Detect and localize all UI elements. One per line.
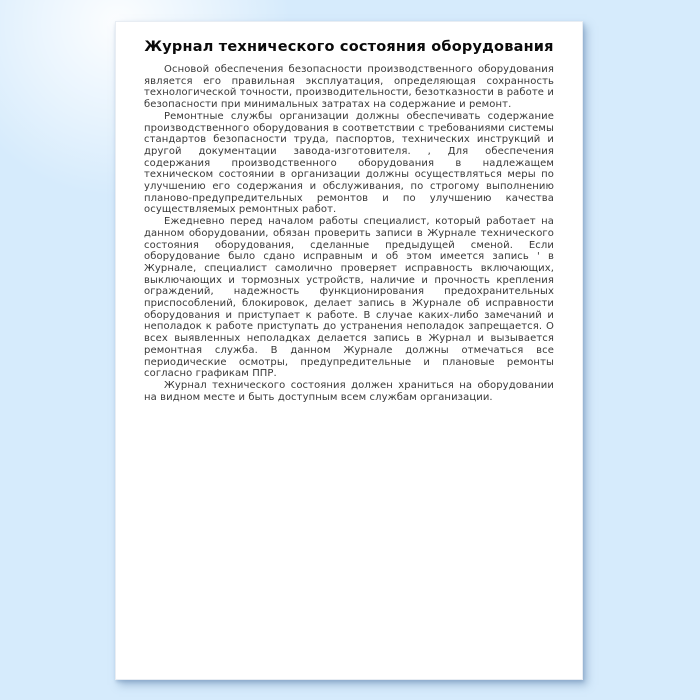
paragraph-daily-check: Ежедневно перед началом работы специалист, который работает на данном оборудовании, обязан проверить записи в Журнале технического состояния оборудования, сделанные предыдущей сменой. Если оборудование было сдано исправным и об этом имеется запись ' в Журнале, специалист самолично проверяет исправность включающих, выключающих и тормозных устройств, наличие и прочность крепления ограждений, надежность функционирования предохранительных приспособлений, блокировок, делает запись в Журнале об исправности оборудования и приступает к работе. В случае каких-либо замечаний и неполадок к работе приступать до устранения неполадок запрещается. О всех выявленных неполадках делается запись в Журнал и вызывается ремонтная служба. В данном Журнале должны отмечаться все периодические осмотры, предупредительные и плановые ремонты согласно графикам ППР. [144, 216, 554, 380]
document-title: Журнал технического состояния оборудования [144, 39, 554, 55]
paragraph-repair-services: Ремонтные службы организации должны обеспечивать содержание производственного оборудования в соответствии с требованиями системы стандартов безопасности труда, паспортов, технических инструкций и другой документации завода-изготовителя. , Для обеспечения содержания производственного оборудования в надлежащем техническом состоянии в организации должны осуществляться меры по улучшению его содержания и обслуживания, по строгому выполнению планово-предупредительных ремонтов и по улучшению качества осуществляемых ремонтных работ. [144, 110, 554, 216]
paragraph-intro: Основой обеспечения безопасности производственного оборудования является его правильная эксплуатация, определяющая сохранность технологической точности, производительности, безотказности в работе и безопасности при минимальных затратах на содержание и ремонт. [144, 64, 554, 111]
document-page [115, 21, 583, 680]
paragraph-storage: Журнал технического состояния должен храниться на оборудовании на видном месте и быть доступным всем службам организации. [144, 379, 554, 403]
